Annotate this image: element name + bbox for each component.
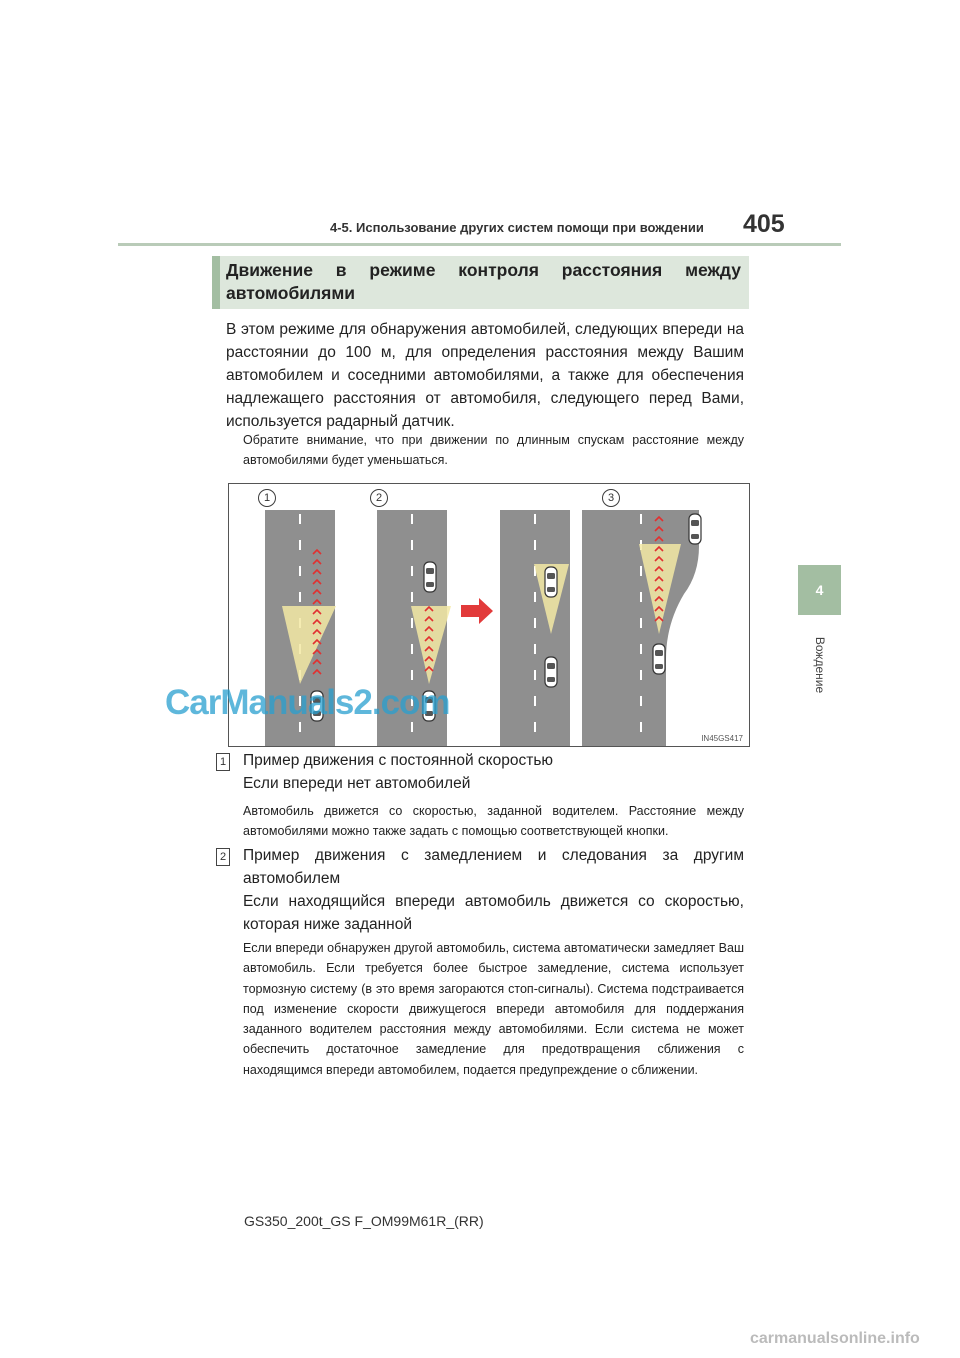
item-1-title: Пример движения с постоянной скоростью [243,752,554,769]
section-heading-text: Движение в режиме контроля расстояния между автомобилями [226,260,741,303]
site-watermark: carmanualsonline.info [750,1330,920,1347]
item-2-subtitle: Если находящийся впереди автомобиль движется со скоростью, которая ниже заданной [243,893,744,933]
chapter-header: 4-5. Использование других систем помощи при вождении [330,220,704,235]
page-number: 405 [743,210,785,238]
figure-label-3: 3 [602,489,620,507]
heading-accent-bar [212,256,220,309]
item-2-title: Пример движения с замедлением и следования за другим автомобилем [243,847,744,887]
road-4 [582,510,701,746]
transition-arrow [461,598,493,624]
item-2-body: Если впереди обнаружен другой автомобиль, система автоматически замедляет Ваш автомобиль. Если требуется более быстрое замедление, система использует тормозную систему (в это время загораются стоп-сигналы). Система подстраивается под изменение скорости движущегося впереди автомобиля для поддержания заданного водителем расстояния между автомобилями. Если система не может обеспечить достаточное замедление для предотвращения сближения с находящимся впереди автомобилем, подается предупреждение о сближении. [243,941,744,1077]
chapter-tab-label: Вождение [813,636,827,694]
figure-label-2: 2 [370,489,388,507]
figure-label-1: 1 [258,489,276,507]
chapter-tab-number: 4 [815,582,824,598]
road-3 [500,510,570,746]
note-paragraph: Обратите внимание, что при движении по длинным спускам расстояние между автомобилями будет уменьшаться. [243,433,744,467]
item-number-2: 2 [216,848,230,866]
section-heading [212,256,749,309]
chapter-tab [798,565,841,615]
item-1-body: Автомобиль движется со скоростью, заданной водителем. Расстояние между автомобилями можно также задать с помощью соответствующей кнопки. [243,804,744,838]
item-1-subtitle: Если впереди нет автомобилей [243,775,471,792]
item-number-1: 1 [216,753,230,771]
header-divider [118,243,841,246]
figure-code: IN45GS417 [701,734,743,743]
model-code: GS350_200t_GS F_OM99M61R_(RR) [244,1213,484,1229]
watermark: CarManuals2.com [165,683,450,722]
intro-paragraph: В этом режиме для обнаружения автомобилей, следующих впереди на расстоянии до 100 м, для определения расстояния между Вашим автомобилем и соседними автомобилями, а также для обеспечения надлежащего расстояния от автомобиля, следующего перед Вами, используется радарный датчик. [226,321,744,430]
